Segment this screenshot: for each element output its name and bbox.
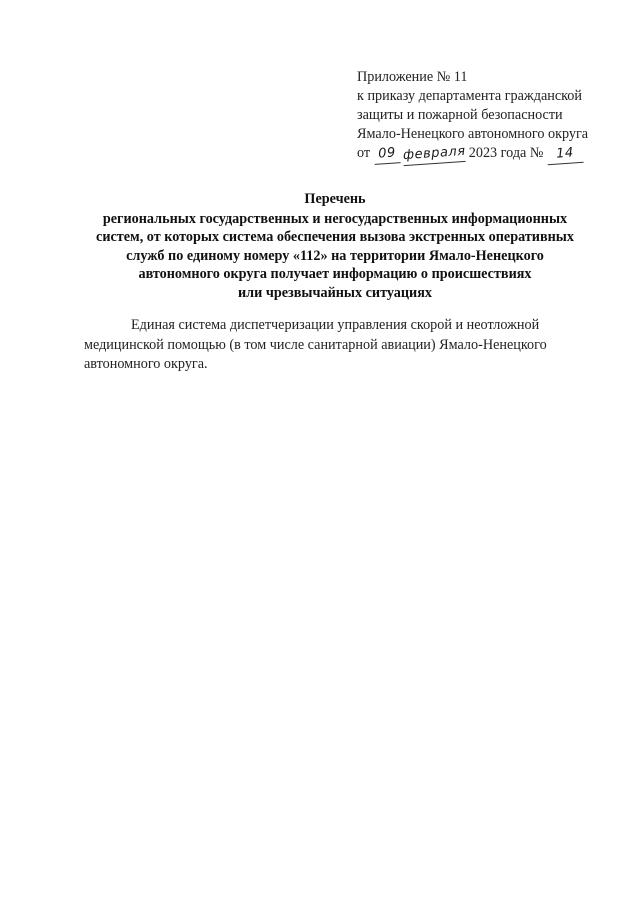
handwritten-order-number: 14	[546, 143, 583, 165]
body-line: Единая система диспетчеризации управления скорой и неотложной	[131, 317, 540, 333]
handwritten-month: февраля	[403, 142, 466, 166]
title-heading: Перечень	[304, 191, 366, 207]
body-line: медицинской помощью (в том числе санитарной авиации) Ямало-Ненецкого	[84, 336, 547, 353]
handwritten-day: 09	[373, 143, 400, 165]
appendix-number: Приложение № 11	[357, 69, 468, 85]
title-line: региональных государственных и негосударственных информационных	[102, 210, 568, 227]
appendix-order-line: к приказу департамента гражданской	[357, 88, 582, 104]
body-line: автономного округа.	[84, 356, 208, 372]
appendix-department-line: защиты и пожарной безопасности	[357, 107, 563, 123]
title-line: служб по единому номеру «112» на территории Ямало-Ненецкого	[126, 247, 544, 264]
document-body	[84, 316, 614, 375]
date-prefix: от	[357, 145, 371, 161]
appendix-region-line: Ямало-Ненецкого автономного округа	[357, 126, 589, 142]
title-line: автономного округа получает информацию о происшествиях	[138, 266, 532, 282]
document-title	[60, 190, 610, 302]
title-line: или чрезвычайных ситуациях	[237, 284, 433, 301]
appendix-header	[357, 68, 627, 164]
title-line: систем, от которых система обеспечения вызова экстренных оперативных	[96, 229, 574, 245]
appendix-date-line	[357, 144, 627, 164]
date-year-suffix: 2023 года №	[468, 145, 544, 161]
